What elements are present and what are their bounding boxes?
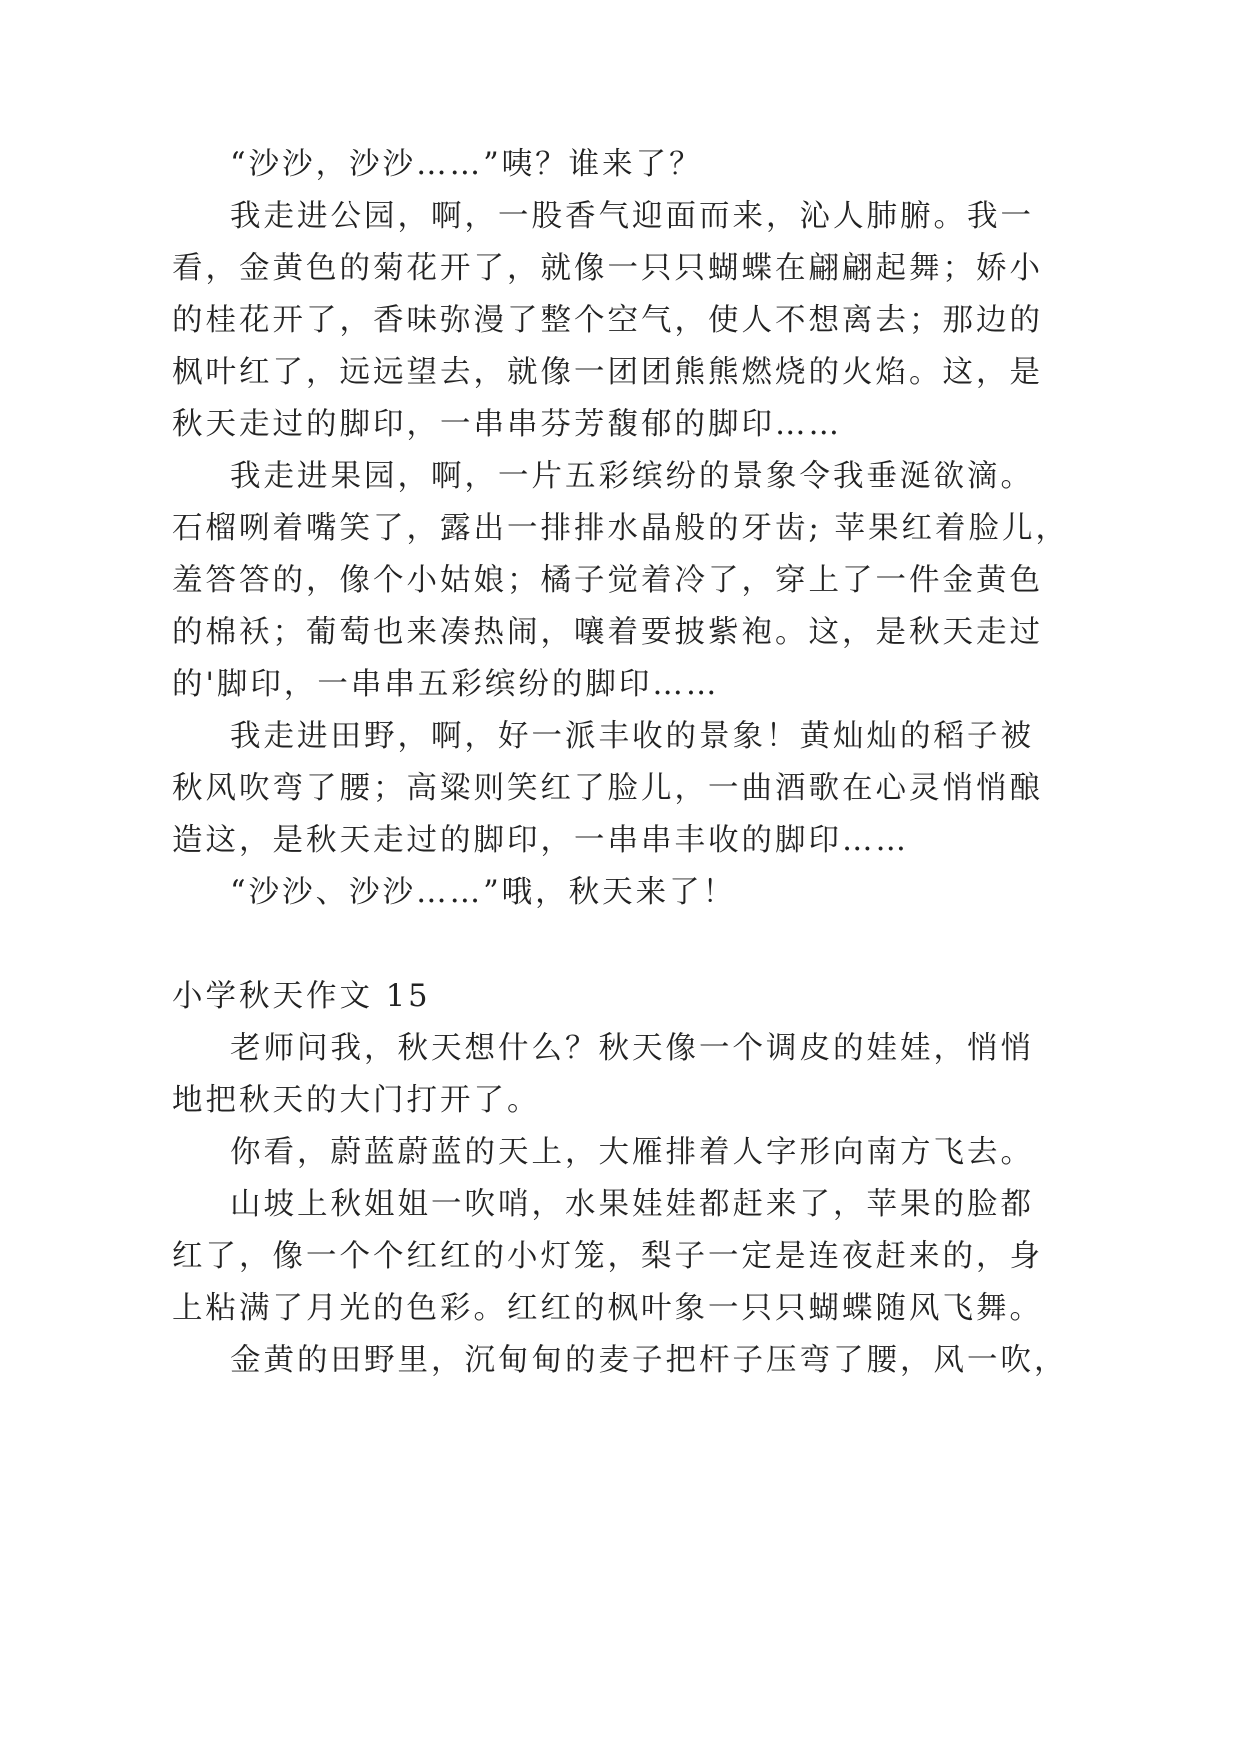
text-line: 金黄的田野里，沉甸甸的麦子把杆子压弯了腰，风一吹， — [230, 1343, 1068, 1378]
text-line: 我走进果园，啊，一片五彩缤纷的景象令我垂涎欲滴。 — [230, 459, 1034, 494]
text-line: 羞答答的，像个小姑娘；橘子觉着冷了，穿上了一件金黄色 — [172, 563, 1043, 598]
text-line: 的'脚印，一串串五彩缤纷的脚印…… — [172, 667, 720, 702]
text-line: 秋风吹弯了腰；高粱则笑红了脸儿，一曲酒歌在心灵悄悄酿 — [172, 771, 1043, 806]
text-line: 红了，像一个个红红的小灯笼，梨子一定是连夜赶来的，身 — [172, 1239, 1043, 1274]
text-line: 看，金黄色的菊花开了，就像一只只蝴蝶在翩翩起舞；娇小 — [172, 251, 1043, 286]
text-line: 地把秋天的大门打开了。 — [172, 1083, 541, 1118]
text-line: 上粘满了月光的色彩。红红的枫叶象一只只蝴蝶随风飞舞。 — [172, 1291, 1043, 1326]
text-line: 的桂花开了，香味弥漫了整个空气，使人不想离去；那边的 — [172, 303, 1043, 338]
text-line: “沙沙，沙沙……”咦？谁来了？ — [230, 147, 703, 182]
text-line: 秋天走过的脚印，一串串芬芳馥郁的脚印…… — [172, 407, 842, 442]
text-line: 我走进田野，啊，好一派丰收的景象！黄灿灿的稻子被 — [230, 719, 1034, 754]
section-heading: 小学秋天作文 15 — [172, 979, 431, 1014]
text-line: 山坡上秋姐姐一吹哨，水果娃娃都赶来了，苹果的脸都 — [230, 1187, 1034, 1222]
text-line: 老师问我，秋天想什么？秋天像一个调皮的娃娃，悄悄 — [230, 1031, 1034, 1066]
text-line: 石榴咧着嘴笑了，露出一排排水晶般的牙齿; 苹果红着脸儿， — [172, 511, 1069, 546]
text-line: 造这，是秋天走过的脚印，一串串丰收的脚印…… — [172, 823, 909, 858]
text-line: “沙沙、沙沙……”哦，秋天来了！ — [230, 875, 737, 910]
text-line: 的棉袄；葡萄也来凑热闹，嚷着要披紫袍。这，是秋天走过 — [172, 615, 1043, 650]
text-line: 枫叶红了，远远望去，就像一团团熊熊燃烧的火焰。这，是 — [172, 355, 1043, 390]
text-line: 我走进公园，啊，一股香气迎面而来，沁人肺腑。我一 — [230, 199, 1034, 234]
text-line: 你看，蔚蓝蔚蓝的天上，大雁排着人字形向南方飞去。 — [230, 1135, 1034, 1170]
